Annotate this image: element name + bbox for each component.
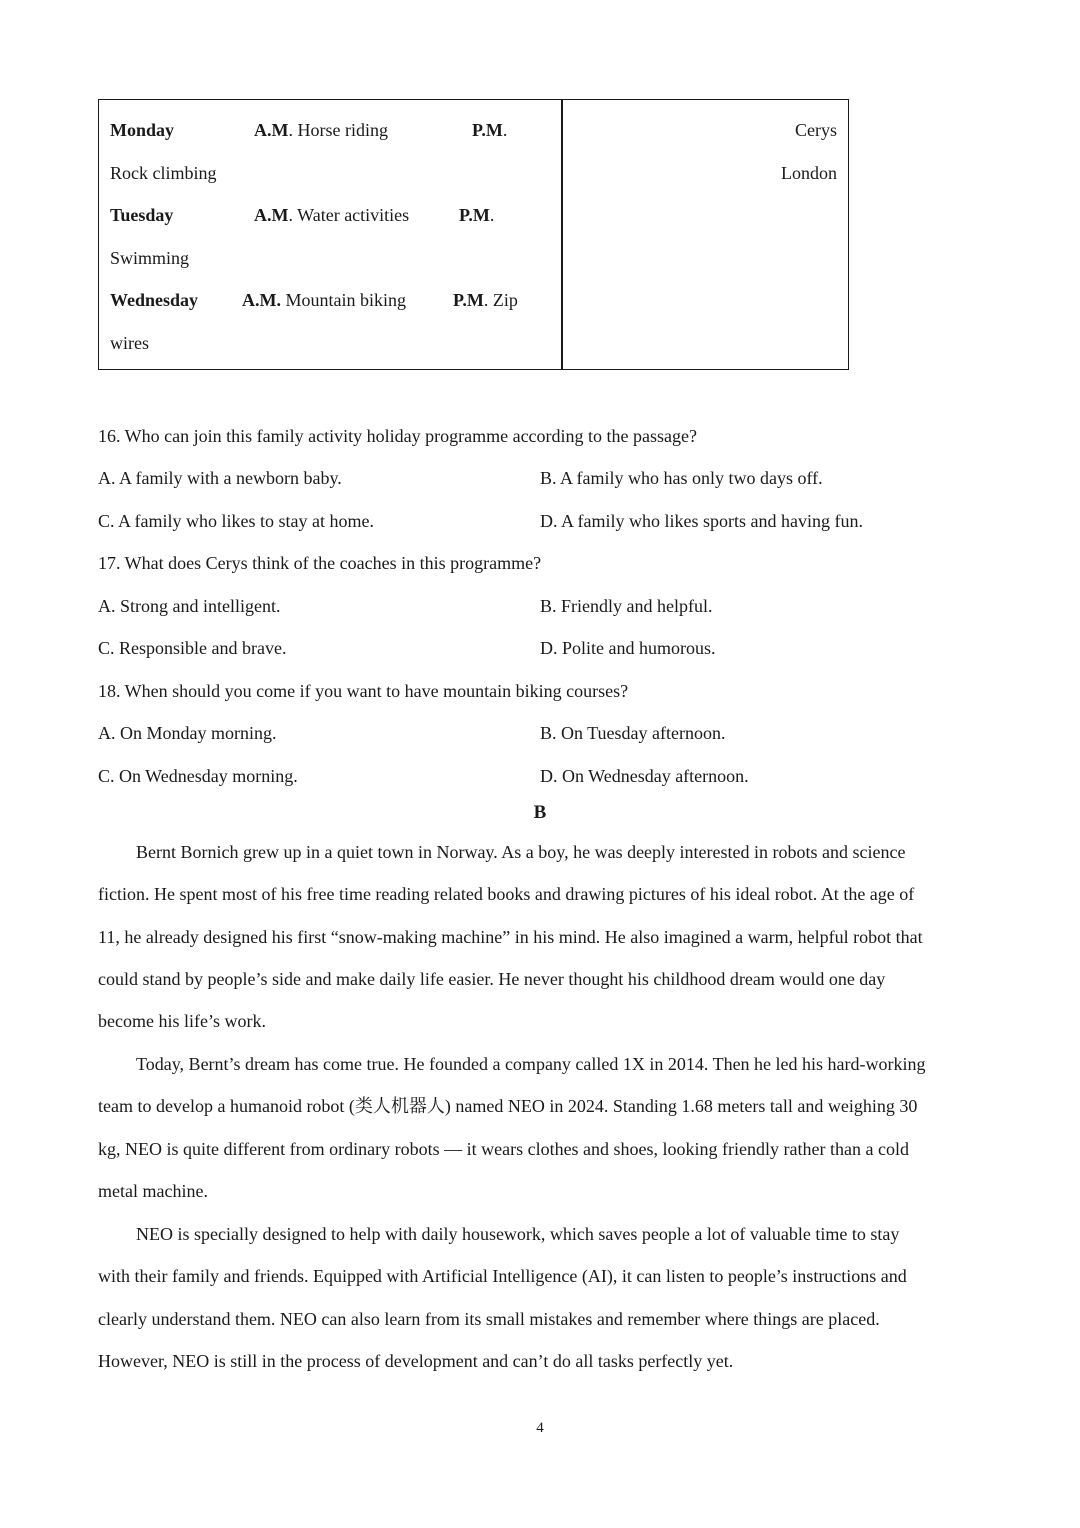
page-number: 4 — [536, 1420, 544, 1436]
question-16-option-c: C. A family who likes to stay at home. — [98, 511, 374, 531]
monday-am: A.M. Horse riding — [254, 120, 388, 140]
passage-line: team to develop a humanoid robot (类人机器人) named NEO in 2024. Standing 1.68 meters tall and weighing 30 — [98, 1096, 918, 1116]
passage-line: become his life’s work. — [98, 1011, 266, 1031]
wednesday-pm: P.M. Zip — [453, 290, 518, 310]
passage-line: clearly understand them. NEO can also learn from its small mistakes and remember where things are placed. — [98, 1309, 880, 1329]
tuesday-am: A.M. Water activities — [254, 205, 410, 225]
tuesday-pm-label: P.M. — [459, 205, 495, 225]
passage-line: 11, he already designed his first “snow-making machine” in his mind. He also imagined a warm, helpful robot that — [98, 927, 923, 947]
question-16-option-a: A. A family with a newborn baby. — [98, 468, 342, 488]
passage-line: Today, Bernt’s dream has come true. He founded a company called 1X in 2014. Then he led his hard-working — [136, 1054, 926, 1074]
question-17-option-d: D. Polite and humorous. — [540, 638, 716, 658]
section-title: B — [533, 802, 547, 823]
passage-line: kg, NEO is quite different from ordinary robots — it wears clothes and shoes, looking friendly rather than a cold — [98, 1139, 909, 1159]
question-17-option-b: B. Friendly and helpful. — [540, 596, 713, 616]
question-17-option-c: C. Responsible and brave. — [98, 638, 287, 658]
question-16-stem: 16. Who can join this family activity holiday programme according to the passage? — [98, 426, 698, 446]
passage-line: metal machine. — [98, 1181, 208, 1201]
question-17-option-a: A. Strong and intelligent. — [98, 596, 281, 616]
passage-line: However, NEO is still in the process of development and can’t do all tasks perfectly yet. — [98, 1351, 734, 1371]
passage-line: Bernt Bornich grew up in a quiet town in Norway. As a boy, he was deeply interested in robots and science — [136, 842, 906, 862]
tuesday-pm-activity: Swimming — [110, 248, 190, 268]
wednesday-am: A.M. Mountain biking — [242, 290, 406, 310]
wednesday-pm-activity: wires — [110, 333, 149, 353]
question-18-stem: 18. When should you come if you want to have mountain biking courses? — [98, 681, 629, 701]
passage-line: fiction. He spent most of his free time reading related books and drawing pictures of his ideal robot. At the age of — [98, 884, 915, 904]
question-16-option-b: B. A family who has only two days off. — [540, 468, 823, 488]
wednesday-label: Wednesday — [110, 290, 199, 310]
question-18-option-d: D. On Wednesday afternoon. — [540, 766, 749, 786]
monday-pm-activity: Rock climbing — [110, 163, 217, 183]
reviewer-name: Cerys — [795, 120, 837, 140]
question-18-option-c: C. On Wednesday morning. — [98, 766, 298, 786]
question-18-option-a: A. On Monday morning. — [98, 723, 277, 743]
passage-line: with their family and friends. Equipped with Artificial Intelligence (AI), it can listen to people’s instructions and — [98, 1266, 907, 1286]
passage-line: could stand by people’s side and make daily life easier. He never thought his childhood dream would one day — [98, 969, 886, 989]
question-16-option-d: D. A family who likes sports and having fun. — [540, 511, 863, 531]
table-divider — [561, 100, 563, 369]
monday-label: Monday — [110, 120, 175, 140]
passage-line: NEO is specially designed to help with daily housework, which saves people a lot of valuable time to stay — [136, 1224, 900, 1244]
question-18-option-b: B. On Tuesday afternoon. — [540, 723, 726, 743]
tuesday-label: Tuesday — [110, 205, 174, 225]
reviewer-city: London — [781, 163, 837, 183]
monday-pm-label: P.M. — [472, 120, 508, 140]
question-17-stem: 17. What does Cerys think of the coaches in this programme? — [98, 553, 542, 573]
schedule-table — [98, 99, 849, 370]
